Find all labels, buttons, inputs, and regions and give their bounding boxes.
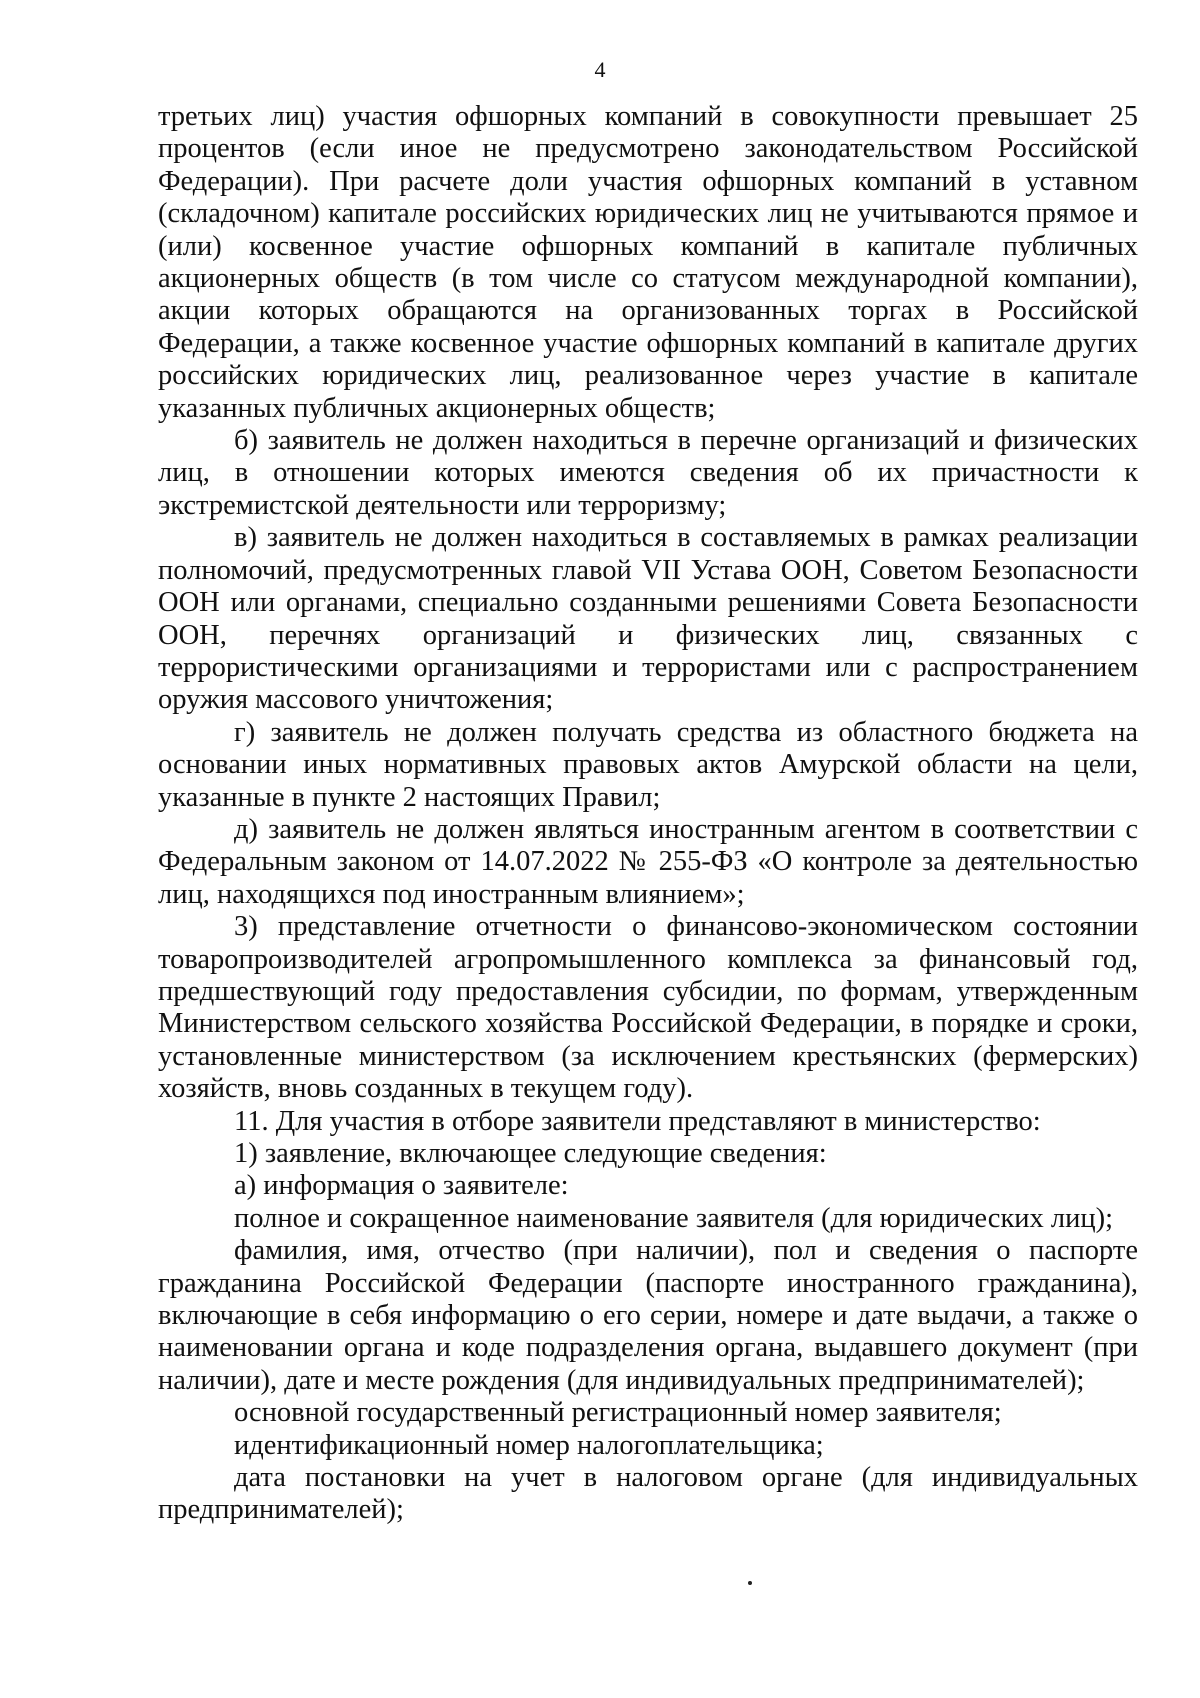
- document-body: [158, 101, 1138, 1527]
- paragraph-clause-11: 11. Для участия в отборе заявители представляют в министерство:: [234, 1105, 1041, 1137]
- paragraph-item-a: а) информация о заявителе:: [234, 1170, 569, 1202]
- paragraph-item-b: б) заявитель не должен находиться в перечне организаций и физических лиц, в отношении которых имеются сведения об их причастности к экстремистской деятельности или терроризму;: [158, 425, 1138, 521]
- paragraph-continuation: третьих лиц) участия офшорных компаний в совокупности превышает 25 процентов (если иное не предусмотрено законодательством Российской Федерации). При расчете доли участия офшорных компаний в уставном (складочном) капитале российских юридических лиц не учитываются прямое и (или) косвенное участие офшорных компаний в капитале публичных акционерных обществ (в том числе со статусом международной компании), акции которых обращаются на организованных торгах в Российской Федерации, а также косвенное участие офшорных компаний в капитале других российских юридических лиц, реализованное через участие в капитале указанных публичных акционерных обществ;: [158, 101, 1138, 424]
- paragraph-item-d: д) заявитель не должен являться иностранным агентом в соответствии с Федеральным законом от 14.07.2022 № 255-ФЗ «О контроле за деятельностью лиц, находящихся под иностранным влиянием»;: [158, 813, 1138, 910]
- paragraph-item-1: 1) заявление, включающее следующие сведения:: [234, 1138, 827, 1169]
- paragraph-tax-registration-date: дата постановки на учет в налоговом органе (для индивидуальных предпринимателей);: [158, 1462, 1138, 1526]
- page-number: 4: [594, 57, 606, 82]
- paragraph-item-g: г) заявитель не должен получать средства из областного бюджета на основании иных нормативных правовых актов Амурской области на цели, указанные в пункте 2 настоящих Правил;: [158, 716, 1138, 813]
- paragraph-ogrn: основной государственный регистрационный номер заявителя;: [234, 1397, 1002, 1429]
- paragraph-personal-data: фамилия, имя, отчество (при наличии), пол и сведения о паспорте гражданина Российской Федерации (паспорте иностранного гражданина), включающие в себя информацию о его серии, номере и дате выдачи, а также о наименовании органа и коде подразделения органа, выдавшего документ (при наличии), дате и месте рождения (для индивидуальных предпринимателей);: [158, 1235, 1138, 1396]
- paragraph-item-3: 3) представление отчетности о финансово-экономическом состоянии товаропроизводителей агропромышленного комплекса за финансовый год, предшествующий году предоставления субсидии, по формам, утвержденным Министерством сельского хозяйства Российской Федерации, в порядке и сроки, установленные министерством (за исключением крестьянских (фермерских) хозяйств, вновь созданных в текущем году).: [158, 911, 1138, 1105]
- paragraph-inn: идентификационный номер налогоплательщика;: [234, 1429, 824, 1461]
- paragraph-item-v: в) заявитель не должен находиться в составляемых в рамках реализации полномочий, предусмотренных главой VII Устава ООН, Советом Безопасности ООН или органами, специально созданными решениями Совета Безопасности ООН, перечнях организаций и физических лиц, связанных с террористическими организациями и террористами или с распространением оружия массового уничтожения;: [158, 522, 1138, 716]
- scan-speck: [748, 1581, 752, 1585]
- paragraph-full-name: полное и сокращенное наименование заявителя (для юридических лиц);: [234, 1202, 1114, 1234]
